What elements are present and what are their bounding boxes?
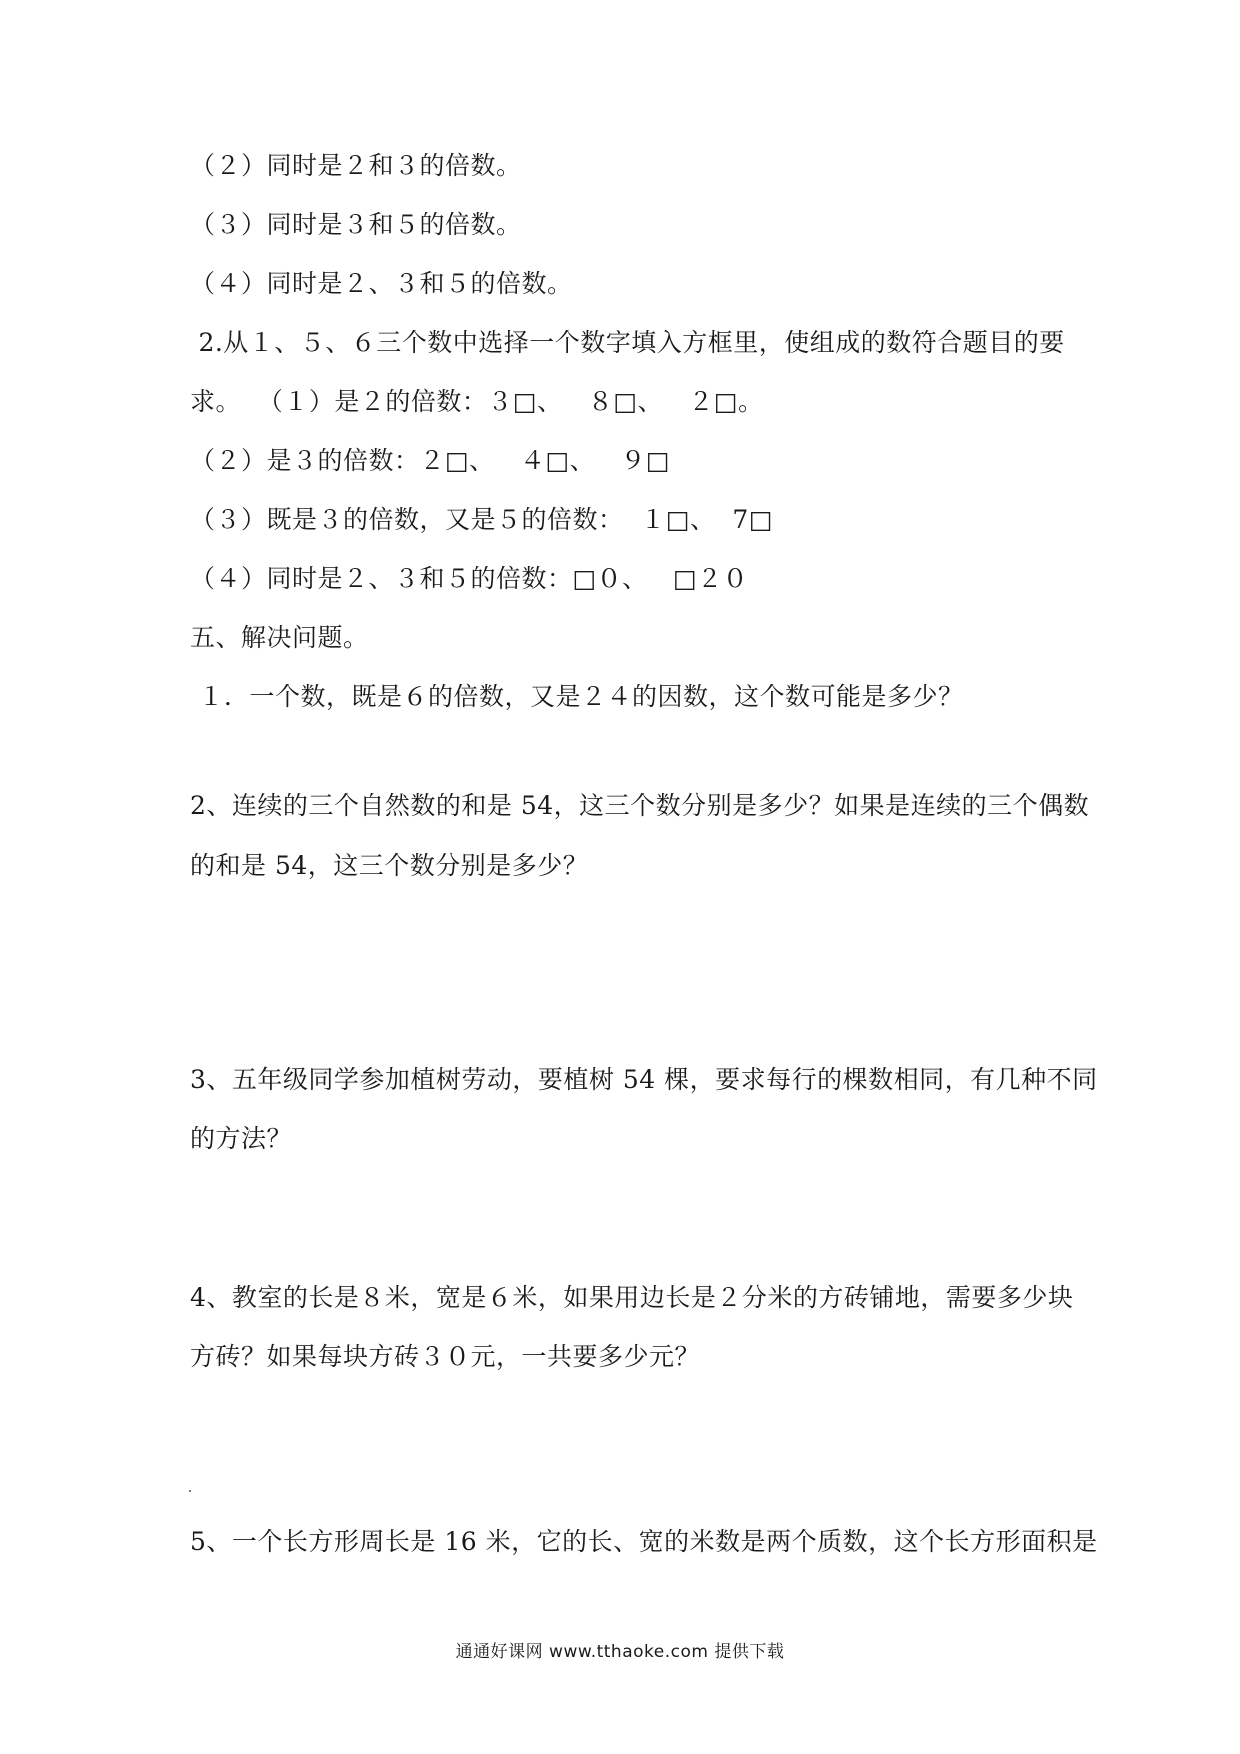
q1-item-2: （２）同时是２和３的倍数。 (190, 151, 522, 180)
footer-source: 通通好课网 www.tthaoke.com 提供下载 (455, 1642, 785, 1662)
q1-item-3: （３）同时是３和５的倍数。 (190, 210, 522, 239)
problem-2-line-2: 的和是 54，这三个数分别是多少？ (190, 851, 589, 880)
problem-4-line-1: 4、教室的长是８米，宽是６米，如果用边长是２分米的方砖铺地，需要多少块 (190, 1283, 1074, 1312)
q2-item-2: （２）是３的倍数：２□、 ４□、 ９□ (190, 446, 671, 475)
q2-item-4: （４）同时是２、３和５的倍数：□０、 □２０ (190, 564, 749, 593)
q2-item-3: （３）既是３的倍数，又是５的倍数： １□、 7□ (190, 505, 773, 534)
problem-3-line-2: 的方法？ (190, 1124, 293, 1153)
problem-1: １．一个数，既是６的倍数，又是２４的因数，这个数可能是多少？ (190, 682, 964, 711)
scan-speck (189, 1490, 191, 1492)
q1-item-4: （４）同时是２、３和５的倍数。 (190, 269, 573, 298)
q2-item-1: 求。 （１）是２的倍数：３□、 ８□、 ２□。 (190, 387, 764, 416)
q2-instruction: 2.从１、５、６三个数中选择一个数字填入方框里，使组成的数符合题目的要 (190, 328, 1065, 357)
problem-3-line-1: 3、五年级同学参加植树劳动，要植树 54 棵，要求每行的棵数相同，有几种不同 (190, 1065, 1098, 1094)
problem-5-line-1: 5、一个长方形周长是 16 米，它的长、宽的米数是两个质数，这个长方形面积是 (190, 1527, 1098, 1556)
problem-4-line-2: 方砖？如果每块方砖３０元，一共要多少元？ (190, 1342, 701, 1371)
section-five-heading: 五、解决问题。 (190, 623, 369, 652)
problem-2-line-1: 2、连续的三个自然数的和是 54，这三个数分别是多少？如果是连续的三个偶数 (190, 791, 1090, 820)
